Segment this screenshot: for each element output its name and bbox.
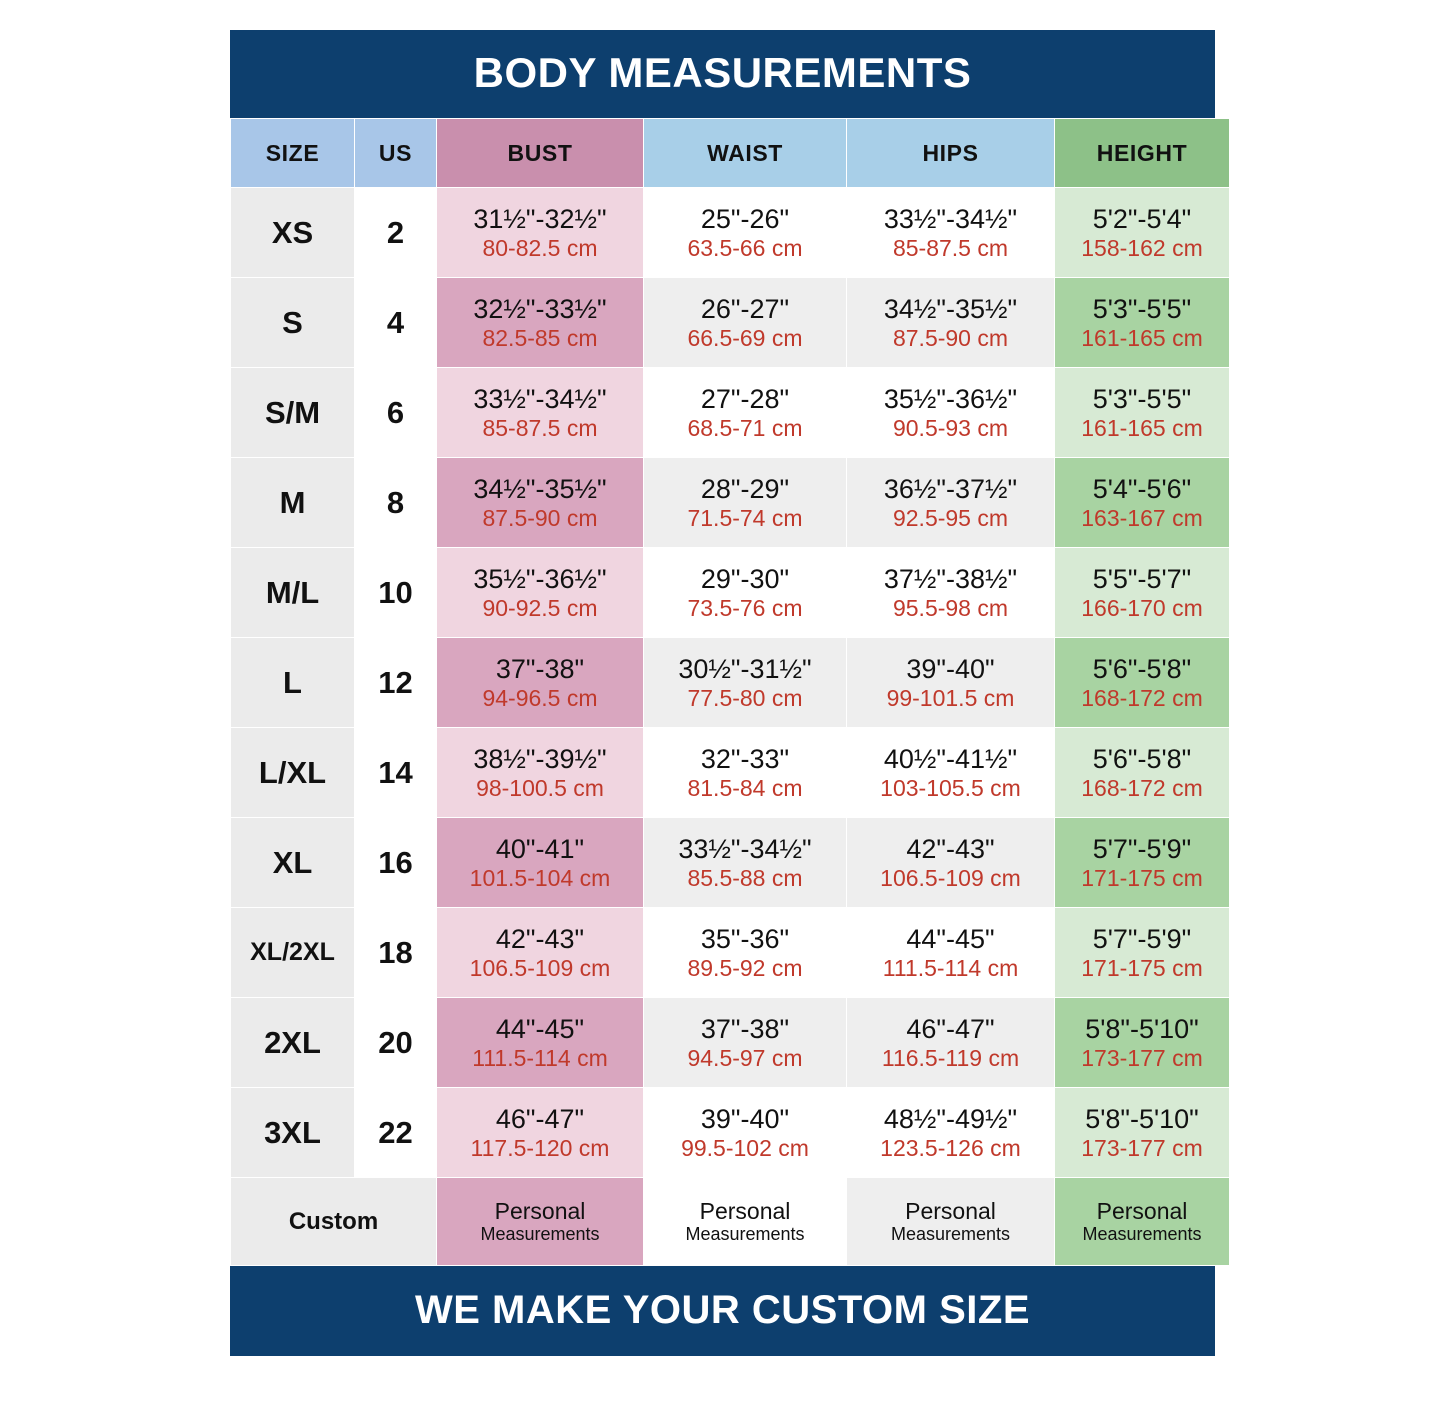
size-chart bbox=[230, 30, 1215, 1388]
bust-inches: 44"-45" bbox=[495, 1013, 585, 1044]
cell-waist bbox=[644, 1088, 847, 1178]
bust-inches: 38½"-39½" bbox=[473, 743, 607, 774]
footer-banner: WE MAKE YOUR CUSTOM SIZE bbox=[230, 1266, 1215, 1356]
table-row bbox=[231, 278, 1230, 368]
cell-height bbox=[1055, 188, 1230, 278]
hips-inches: 44"-45" bbox=[906, 923, 995, 954]
height-cm: 171-175 cm bbox=[1081, 954, 1203, 981]
height-cm: 168-172 cm bbox=[1081, 684, 1203, 711]
table-row bbox=[231, 458, 1230, 548]
cell-waist bbox=[644, 818, 847, 908]
hips-inches: 36½"-37½" bbox=[883, 473, 1018, 504]
bust-cm: 80-82.5 cm bbox=[482, 234, 598, 261]
cell-hips bbox=[847, 818, 1055, 908]
row-us-size: 8 bbox=[355, 458, 437, 548]
cell-bust bbox=[437, 1088, 644, 1178]
cell-waist bbox=[644, 908, 847, 998]
hips-cm: 85-87.5 cm bbox=[892, 234, 1009, 261]
bust-inches: 35½"-36½" bbox=[473, 563, 607, 594]
table-row bbox=[231, 638, 1230, 728]
hips-inches: 48½"-49½" bbox=[883, 1103, 1018, 1134]
column-header-size: SIZE bbox=[231, 119, 355, 188]
height-imperial: 5'2"-5'4" bbox=[1092, 203, 1192, 234]
cell-height bbox=[1055, 368, 1230, 458]
waist-cm: 71.5-74 cm bbox=[687, 504, 803, 531]
waist-cm: 77.5-80 cm bbox=[687, 684, 803, 711]
cell-height bbox=[1055, 818, 1230, 908]
bust-cm: 98-100.5 cm bbox=[476, 774, 604, 801]
hips-inches: 39"-40" bbox=[906, 653, 995, 684]
hips-inches: 42"-43" bbox=[906, 833, 995, 864]
hips-cm: 103-105.5 cm bbox=[880, 774, 1021, 801]
bust-inches: 31½"-32½" bbox=[473, 203, 607, 234]
waist-inches: 27"-28" bbox=[700, 383, 790, 414]
bust-cm: 111.5-114 cm bbox=[472, 1044, 608, 1071]
waist-cm: 66.5-69 cm bbox=[687, 324, 803, 351]
bust-cm: 106.5-109 cm bbox=[469, 954, 611, 981]
column-header-waist: WAIST bbox=[644, 119, 847, 188]
cell-hips bbox=[847, 278, 1055, 368]
waist-inches: 35"-36" bbox=[700, 923, 790, 954]
height-imperial: 5'7"-5'9" bbox=[1092, 923, 1192, 954]
custom-waist-line1: Personal bbox=[699, 1197, 791, 1224]
hips-inches: 33½"-34½" bbox=[883, 203, 1018, 234]
row-size-label: S/M bbox=[231, 368, 355, 458]
page-title: BODY MEASUREMENTS bbox=[230, 30, 1215, 118]
table-header-row bbox=[231, 119, 1230, 188]
height-cm: 173-177 cm bbox=[1081, 1044, 1203, 1071]
measurements-table bbox=[230, 118, 1230, 1266]
height-imperial: 5'4"-5'6" bbox=[1092, 473, 1192, 504]
height-cm: 161-165 cm bbox=[1081, 324, 1203, 351]
row-size-label: 2XL bbox=[231, 998, 355, 1088]
hips-inches: 34½"-35½" bbox=[883, 293, 1018, 324]
cell-waist bbox=[644, 278, 847, 368]
hips-cm: 87.5-90 cm bbox=[892, 324, 1009, 351]
table-row bbox=[231, 998, 1230, 1088]
height-imperial: 5'7"-5'9" bbox=[1092, 833, 1192, 864]
height-imperial: 5'8"-5'10" bbox=[1085, 1013, 1199, 1044]
row-size-label: M bbox=[231, 458, 355, 548]
hips-inches: 35½"-36½" bbox=[883, 383, 1018, 414]
cell-bust bbox=[437, 188, 644, 278]
table-row bbox=[231, 908, 1230, 998]
bust-cm: 94-96.5 cm bbox=[482, 684, 598, 711]
bust-cm: 82.5-85 cm bbox=[482, 324, 598, 351]
row-size-label: M/L bbox=[231, 548, 355, 638]
table-row bbox=[231, 728, 1230, 818]
height-cm: 168-172 cm bbox=[1081, 774, 1203, 801]
row-us-size: 10 bbox=[355, 548, 437, 638]
cell-height bbox=[1055, 728, 1230, 818]
hips-cm: 92.5-95 cm bbox=[892, 504, 1009, 531]
cell-hips bbox=[847, 728, 1055, 818]
waist-cm: 63.5-66 cm bbox=[687, 234, 803, 261]
column-header-height: HEIGHT bbox=[1055, 119, 1230, 188]
waist-cm: 68.5-71 cm bbox=[687, 414, 803, 441]
hips-cm: 123.5-126 cm bbox=[880, 1134, 1021, 1161]
table-row bbox=[231, 818, 1230, 908]
cell-hips bbox=[847, 908, 1055, 998]
cell-height bbox=[1055, 548, 1230, 638]
waist-inches: 25"-26" bbox=[700, 203, 790, 234]
waist-inches: 32"-33" bbox=[700, 743, 790, 774]
custom-hips-cell bbox=[847, 1178, 1055, 1266]
height-cm: 163-167 cm bbox=[1081, 504, 1203, 531]
hips-cm: 106.5-109 cm bbox=[880, 864, 1021, 891]
custom-hips-line2: Measurements bbox=[890, 1224, 1011, 1245]
table-row bbox=[231, 1088, 1230, 1178]
custom-height-cell bbox=[1055, 1178, 1230, 1266]
table-row bbox=[231, 368, 1230, 458]
waist-cm: 81.5-84 cm bbox=[687, 774, 803, 801]
waist-inches: 33½"-34½" bbox=[678, 833, 812, 864]
custom-height-line1: Personal bbox=[1096, 1197, 1188, 1224]
cell-bust bbox=[437, 458, 644, 548]
cell-height bbox=[1055, 458, 1230, 548]
waist-cm: 73.5-76 cm bbox=[687, 594, 803, 621]
cell-bust bbox=[437, 908, 644, 998]
waist-inches: 30½"-31½" bbox=[678, 653, 812, 684]
cell-hips bbox=[847, 188, 1055, 278]
height-imperial: 5'6"-5'8" bbox=[1092, 653, 1192, 684]
height-imperial: 5'3"-5'5" bbox=[1092, 383, 1192, 414]
row-us-size: 2 bbox=[355, 188, 437, 278]
column-header-us: US bbox=[355, 119, 437, 188]
hips-cm: 99-101.5 cm bbox=[886, 684, 1015, 711]
column-header-bust: BUST bbox=[437, 119, 644, 188]
waist-cm: 85.5-88 cm bbox=[687, 864, 803, 891]
row-size-label: S bbox=[231, 278, 355, 368]
custom-label: Custom bbox=[231, 1178, 437, 1266]
cell-height bbox=[1055, 278, 1230, 368]
cell-waist bbox=[644, 998, 847, 1088]
table-row bbox=[231, 548, 1230, 638]
waist-inches: 29"-30" bbox=[700, 563, 790, 594]
row-us-size: 20 bbox=[355, 998, 437, 1088]
bust-inches: 40"-41" bbox=[495, 833, 585, 864]
bust-cm: 117.5-120 cm bbox=[470, 1134, 610, 1161]
row-size-label: L bbox=[231, 638, 355, 728]
cell-height bbox=[1055, 638, 1230, 728]
height-imperial: 5'6"-5'8" bbox=[1092, 743, 1192, 774]
hips-inches: 37½"-38½" bbox=[883, 563, 1018, 594]
custom-waist-line2: Measurements bbox=[685, 1224, 805, 1245]
row-size-label: XL bbox=[231, 818, 355, 908]
row-us-size: 6 bbox=[355, 368, 437, 458]
table-row bbox=[231, 188, 1230, 278]
row-us-size: 12 bbox=[355, 638, 437, 728]
bust-cm: 101.5-104 cm bbox=[469, 864, 611, 891]
cell-bust bbox=[437, 728, 644, 818]
bust-inches: 37"-38" bbox=[495, 653, 585, 684]
height-cm: 161-165 cm bbox=[1081, 414, 1203, 441]
custom-height-line2: Measurements bbox=[1082, 1224, 1202, 1245]
bust-inches: 46"-47" bbox=[495, 1103, 585, 1134]
cell-hips bbox=[847, 1088, 1055, 1178]
row-size-label: 3XL bbox=[231, 1088, 355, 1178]
cell-hips bbox=[847, 458, 1055, 548]
cell-hips bbox=[847, 638, 1055, 728]
cell-bust bbox=[437, 638, 644, 728]
custom-bust-cell bbox=[437, 1178, 644, 1266]
waist-cm: 99.5-102 cm bbox=[681, 1134, 809, 1161]
waist-cm: 89.5-92 cm bbox=[687, 954, 803, 981]
row-size-label: XS bbox=[231, 188, 355, 278]
cell-waist bbox=[644, 728, 847, 818]
cell-bust bbox=[437, 548, 644, 638]
row-us-size: 16 bbox=[355, 818, 437, 908]
hips-inches: 46"-47" bbox=[906, 1013, 995, 1044]
bust-cm: 90-92.5 cm bbox=[482, 594, 598, 621]
custom-bust-line2: Measurements bbox=[480, 1224, 600, 1245]
custom-waist-cell bbox=[644, 1178, 847, 1266]
row-size-label: L/XL bbox=[231, 728, 355, 818]
column-header-hips: HIPS bbox=[847, 119, 1055, 188]
height-imperial: 5'8"-5'10" bbox=[1085, 1103, 1199, 1134]
waist-inches: 39"-40" bbox=[700, 1103, 790, 1134]
waist-inches: 28"-29" bbox=[700, 473, 790, 504]
custom-bust-line1: Personal bbox=[494, 1197, 586, 1224]
height-imperial: 5'5"-5'7" bbox=[1092, 563, 1192, 594]
bust-inches: 34½"-35½" bbox=[473, 473, 607, 504]
cell-waist bbox=[644, 458, 847, 548]
cell-bust bbox=[437, 818, 644, 908]
cell-bust bbox=[437, 998, 644, 1088]
hips-cm: 111.5-114 cm bbox=[882, 954, 1019, 981]
cell-waist bbox=[644, 368, 847, 458]
row-size-label: XL/2XL bbox=[231, 908, 355, 998]
row-us-size: 18 bbox=[355, 908, 437, 998]
bust-inches: 32½"-33½" bbox=[473, 293, 607, 324]
bust-cm: 87.5-90 cm bbox=[482, 504, 598, 531]
cell-height bbox=[1055, 908, 1230, 998]
bust-cm: 85-87.5 cm bbox=[482, 414, 598, 441]
cell-waist bbox=[644, 638, 847, 728]
waist-inches: 37"-38" bbox=[700, 1013, 790, 1044]
height-cm: 173-177 cm bbox=[1081, 1134, 1203, 1161]
custom-hips-line1: Personal bbox=[905, 1197, 996, 1224]
height-cm: 171-175 cm bbox=[1081, 864, 1203, 891]
row-us-size: 4 bbox=[355, 278, 437, 368]
hips-cm: 90.5-93 cm bbox=[892, 414, 1009, 441]
hips-inches: 40½"-41½" bbox=[883, 743, 1018, 774]
custom-size-row bbox=[231, 1178, 1230, 1266]
cell-bust bbox=[437, 278, 644, 368]
cell-bust bbox=[437, 368, 644, 458]
cell-height bbox=[1055, 998, 1230, 1088]
hips-cm: 95.5-98 cm bbox=[892, 594, 1009, 621]
height-cm: 158-162 cm bbox=[1081, 234, 1203, 261]
cell-hips bbox=[847, 548, 1055, 638]
cell-waist bbox=[644, 188, 847, 278]
waist-cm: 94.5-97 cm bbox=[687, 1044, 803, 1071]
bust-inches: 33½"-34½" bbox=[473, 383, 607, 414]
row-us-size: 22 bbox=[355, 1088, 437, 1178]
waist-inches: 26"-27" bbox=[700, 293, 790, 324]
cell-hips bbox=[847, 368, 1055, 458]
row-us-size: 14 bbox=[355, 728, 437, 818]
cell-hips bbox=[847, 998, 1055, 1088]
height-cm: 166-170 cm bbox=[1081, 594, 1203, 621]
cell-waist bbox=[644, 548, 847, 638]
hips-cm: 116.5-119 cm bbox=[881, 1044, 1020, 1071]
cell-height bbox=[1055, 1088, 1230, 1178]
bust-inches: 42"-43" bbox=[495, 923, 585, 954]
height-imperial: 5'3"-5'5" bbox=[1092, 293, 1192, 324]
